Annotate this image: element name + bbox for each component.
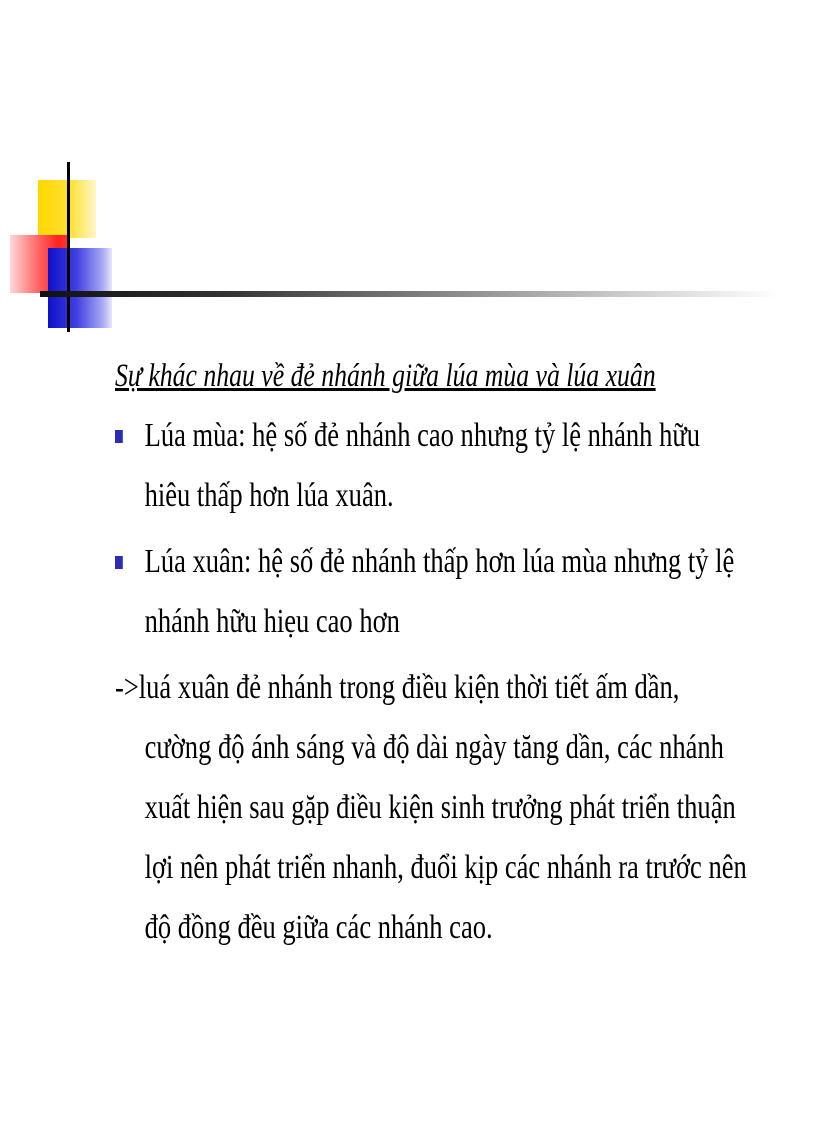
slide-body: [115, 346, 805, 958]
blue-square-decoration: [48, 248, 112, 328]
square-bullet-icon: [115, 556, 123, 569]
bullet-2-line-1: Lúa xuân: hệ số đẻ nhánh thấp hơn lúa mùa nhưng tỷ lệ: [144, 543, 735, 580]
conclusion-line-4: lợi nên phát triển nhanh, đuổi kịp các nhánh ra trước nên: [144, 849, 747, 886]
bullet-item-2: [115, 532, 805, 652]
conclusion-line-5: độ đồng đều giữa các nhánh cao.: [144, 909, 493, 946]
slide-heading: Sự khác nhau về đẻ nhánh giữa lúa mùa và lúa xuân: [115, 358, 656, 394]
conclusion-line-2: cường độ ánh sáng và độ dài ngày tăng dần, các nhánh: [144, 729, 724, 766]
bullet-2-line-2: nhánh hữu hiẹu cao hơn: [144, 603, 400, 640]
conclusion-paragraph: [115, 658, 805, 958]
square-bullet-icon: [115, 430, 123, 443]
bullet-1-line-2: hiêu thấp hơn lúa xuân.: [144, 477, 394, 514]
bullet-item-1: [115, 406, 805, 526]
conclusion-line-3: xuất hiện sau gặp điều kiện sinh trưởng phát triển thuận: [144, 789, 736, 826]
horizontal-rule: [40, 291, 780, 297]
vertical-rule: [67, 162, 70, 332]
conclusion-line-1: ->luá xuân đẻ nhánh trong điều kiện thời tiết ấm dần,: [115, 669, 680, 706]
slide-decoration: [0, 0, 816, 340]
bullet-1-line-1: Lúa mùa: hệ số đẻ nhánh cao nhưng tỷ lệ nhánh hữu: [144, 417, 700, 454]
